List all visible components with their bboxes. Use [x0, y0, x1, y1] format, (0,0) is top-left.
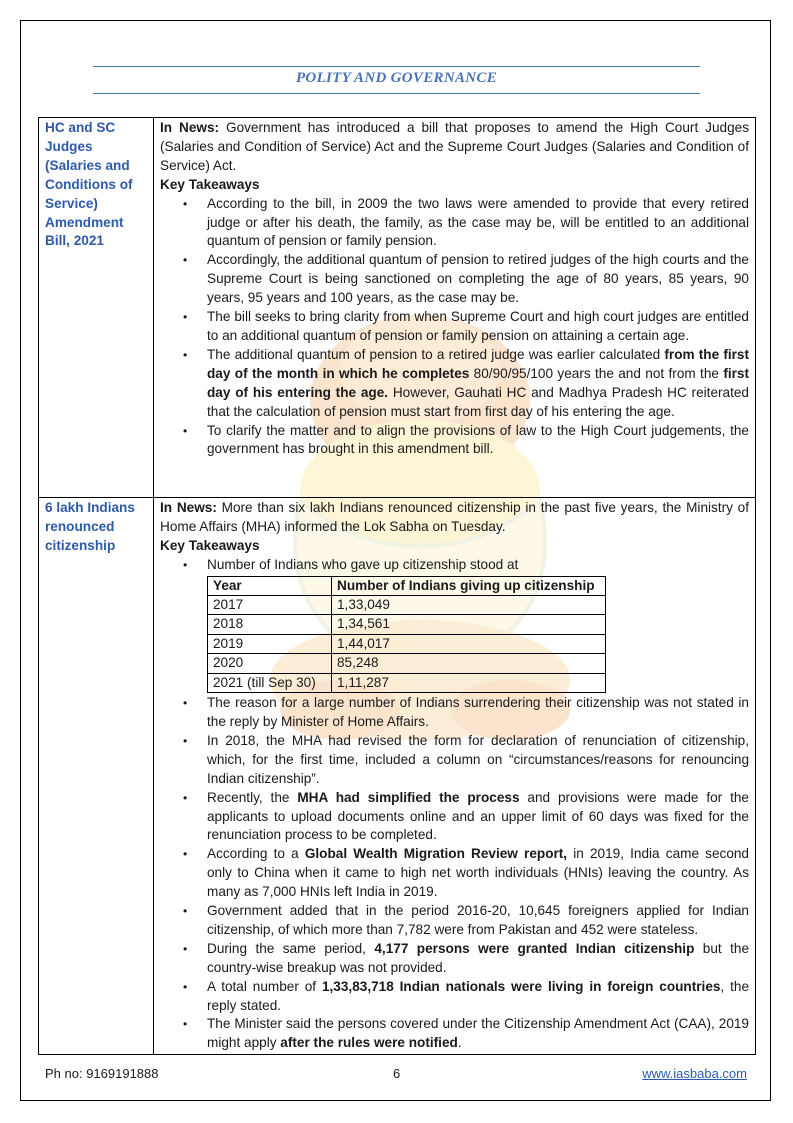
- bullet-icon: •: [183, 696, 188, 711]
- content-cell: [154, 498, 756, 1055]
- topic-cell: [39, 498, 154, 1055]
- cell-year: 2018: [208, 615, 332, 634]
- bullet-icon: •: [183, 196, 188, 211]
- table-intro-text: Number of Indians who gave up citizenship stood at: [207, 556, 519, 572]
- header-rule-top: [93, 66, 700, 67]
- bullet-icon: •: [183, 904, 188, 919]
- cell-year: 2019: [208, 634, 332, 653]
- citizenship-renunciation-table: [207, 576, 606, 693]
- bullet-text: The bill seeks to bring clarity from when Supreme Court and high court judges are entitled to an additional quantum of pension or family pension on attaining a certain age.: [207, 309, 749, 343]
- list-item: [160, 845, 749, 902]
- bullet-text-bold: Global Wealth Migration Review report,: [304, 846, 568, 862]
- cell-count: 1,44,017: [332, 634, 606, 653]
- table-row: [208, 673, 606, 692]
- list-item: [160, 902, 749, 940]
- bullet-text: A total number of: [207, 978, 322, 994]
- bullet-text-bold: 1,33,83,718 Indian nationals were living in foreign countries: [321, 978, 721, 994]
- bullet-text-bold: MHA had simplified the process: [297, 789, 520, 805]
- column-header-year: Year: [208, 576, 332, 595]
- cell-year: 2021 (till Sep 30): [208, 673, 332, 692]
- bullet-icon: •: [183, 423, 188, 438]
- bullet-text-bold: after the rules were notified: [280, 1035, 458, 1051]
- list-item: [160, 1015, 749, 1053]
- bullet-text: Accordingly, the additional quantum of pension to retired judges of the high courts and the Supreme Court is being sanctioned on completing the age of 80 years, 85 years, 90 years, 95 years and 100 years, as the case may be.: [207, 252, 749, 306]
- bullet-icon: •: [183, 979, 188, 994]
- cell-count: 1,33,049: [332, 596, 606, 615]
- key-takeaways-heading: Key Takeaways: [160, 176, 260, 192]
- bullet-icon: •: [183, 1017, 188, 1032]
- bullet-text: .: [457, 1035, 462, 1051]
- table-row: [208, 596, 606, 615]
- news-topics-table: [38, 117, 756, 1055]
- bullet-icon: •: [183, 790, 188, 805]
- table-row: [208, 634, 606, 653]
- table-row: [208, 615, 606, 634]
- topic-cell: [39, 118, 154, 498]
- list-item: [160, 308, 749, 346]
- list-item: [160, 940, 749, 978]
- column-header-count: Number of Indians giving up citizenship: [332, 576, 606, 595]
- bullet-text: Recently, the: [207, 789, 298, 805]
- list-item: [160, 346, 749, 422]
- takeaways-list: [160, 195, 749, 460]
- in-news-paragraph: [160, 499, 749, 537]
- bullet-text: According to a: [207, 846, 305, 862]
- bullet-icon: •: [183, 347, 188, 362]
- cell-year: 2017: [208, 596, 332, 615]
- list-item: [160, 556, 749, 575]
- bullet-text: in 2019, India came second only to China when it came to high net worth individuals (HNIs) leaving the country. As many as 7,000 HNIs left India in 2019.: [207, 846, 749, 900]
- bullet-text: 80/90/95/100 years the and not from the: [469, 365, 724, 381]
- in-news-paragraph: [160, 119, 749, 176]
- bullet-icon: •: [183, 310, 188, 325]
- topic-title: 6 lakh Indians renounced citizenship: [45, 500, 135, 553]
- page-section-title: POLITY AND GOVERNANCE: [295, 70, 498, 86]
- cell-year: 2020: [208, 654, 332, 673]
- bullet-text-bold: first day of his entering the age.: [207, 365, 749, 400]
- bullet-text: The additional quantum of pension to a retired judge was earlier calculated: [207, 346, 665, 362]
- key-takeaways-heading: Key Takeaways: [160, 537, 260, 553]
- list-item: [160, 195, 749, 252]
- bullet-text: Government added that in the period 2016-20, 10,645 foreigners applied for Indian citizenship, of which more than 7,782 were from Pakistan and 452 were stateless.: [207, 903, 749, 937]
- bullet-icon: •: [183, 733, 188, 748]
- in-news-text: More than six lakh Indians renounced citizenship in the past five years, the Ministry of Home Affairs (MHA) informed the Lok Sabha on Tuesday.: [160, 500, 749, 534]
- cell-count: 1,34,561: [332, 615, 606, 634]
- bullet-text: The Minister said the persons covered under the Citizenship Amendment Act (CAA), 2019 might apply: [207, 1016, 749, 1051]
- list-item: [160, 251, 749, 308]
- bullet-text: However, Gauhati HC and Madhya Pradesh HC reiterated that the calculation of pension must start from first day of his entering the age.: [207, 384, 749, 419]
- bullet-icon: •: [183, 557, 188, 572]
- bullet-text-bold: 4,177 persons were granted Indian citizenship: [374, 940, 695, 956]
- footer-phone: Ph no: 9169191888: [45, 1066, 159, 1081]
- takeaways-list: [160, 556, 749, 575]
- bullet-text: and provisions were made for the applicants to upload documents online and an upper limit of 60 days was fixed for the renunciation process to be completed.: [207, 789, 749, 843]
- in-news-label: In News:: [160, 500, 217, 515]
- table-row: [208, 654, 606, 673]
- cell-count: 1,11,287: [332, 673, 606, 692]
- bullet-text: The reason for a large number of Indians surrendering their citizenship was not stated in the reply by Minister of Home Affairs.: [207, 695, 749, 729]
- bullet-icon: •: [183, 253, 188, 268]
- bullet-icon: •: [183, 941, 188, 956]
- table-header-row: [208, 576, 606, 595]
- topic-title: HC and SC Judges (Salaries and Conditions of Service) Amendment Bill, 2021: [45, 120, 133, 249]
- list-item: [160, 732, 749, 789]
- list-item: [160, 978, 749, 1016]
- content-cell: [154, 118, 756, 498]
- in-news-label: In News:: [160, 120, 220, 135]
- bullet-text: , the reply stated.: [207, 978, 750, 1013]
- bullet-text: but the country-wise breakup was not provided.: [207, 940, 750, 975]
- website-link[interactable]: www.iasbaba.com: [642, 1066, 747, 1081]
- in-news-text: Government has introduced a bill that proposes to amend the High Court Judges (Salaries and Condition of Service) Act and the Supreme Court Judges (Salaries and Condition of Service) Act.: [160, 120, 749, 173]
- header-rule-bottom: [93, 93, 700, 94]
- bullet-text: During the same period,: [207, 940, 375, 956]
- page-number: 6: [393, 1066, 401, 1081]
- list-item: [160, 694, 749, 732]
- cell-count: 85,248: [332, 654, 606, 673]
- bullet-text-bold: from the first day of the month in which he completes: [207, 346, 749, 381]
- list-item: [160, 422, 749, 460]
- table-row: [39, 498, 756, 1055]
- bullet-icon: •: [183, 847, 188, 862]
- table-row: [39, 118, 756, 498]
- list-item: [160, 789, 749, 846]
- takeaways-list: [160, 694, 749, 1053]
- bullet-text: In 2018, the MHA had revised the form for declaration of renunciation of citizenship, which, for the first time, included a column on “circumstances/reasons for renouncing Indian citizenship”.: [207, 732, 749, 786]
- bullet-text: According to the bill, in 2009 the two laws were amended to provide that every retired judge or after his death, the family, as the case may be, will be entitled to an additional quantum of pension or family pension.: [207, 195, 749, 249]
- bullet-text: To clarify the matter and to align the provisions of law to the High Court judgements, the government has brought in this amendment bill.: [207, 422, 749, 457]
